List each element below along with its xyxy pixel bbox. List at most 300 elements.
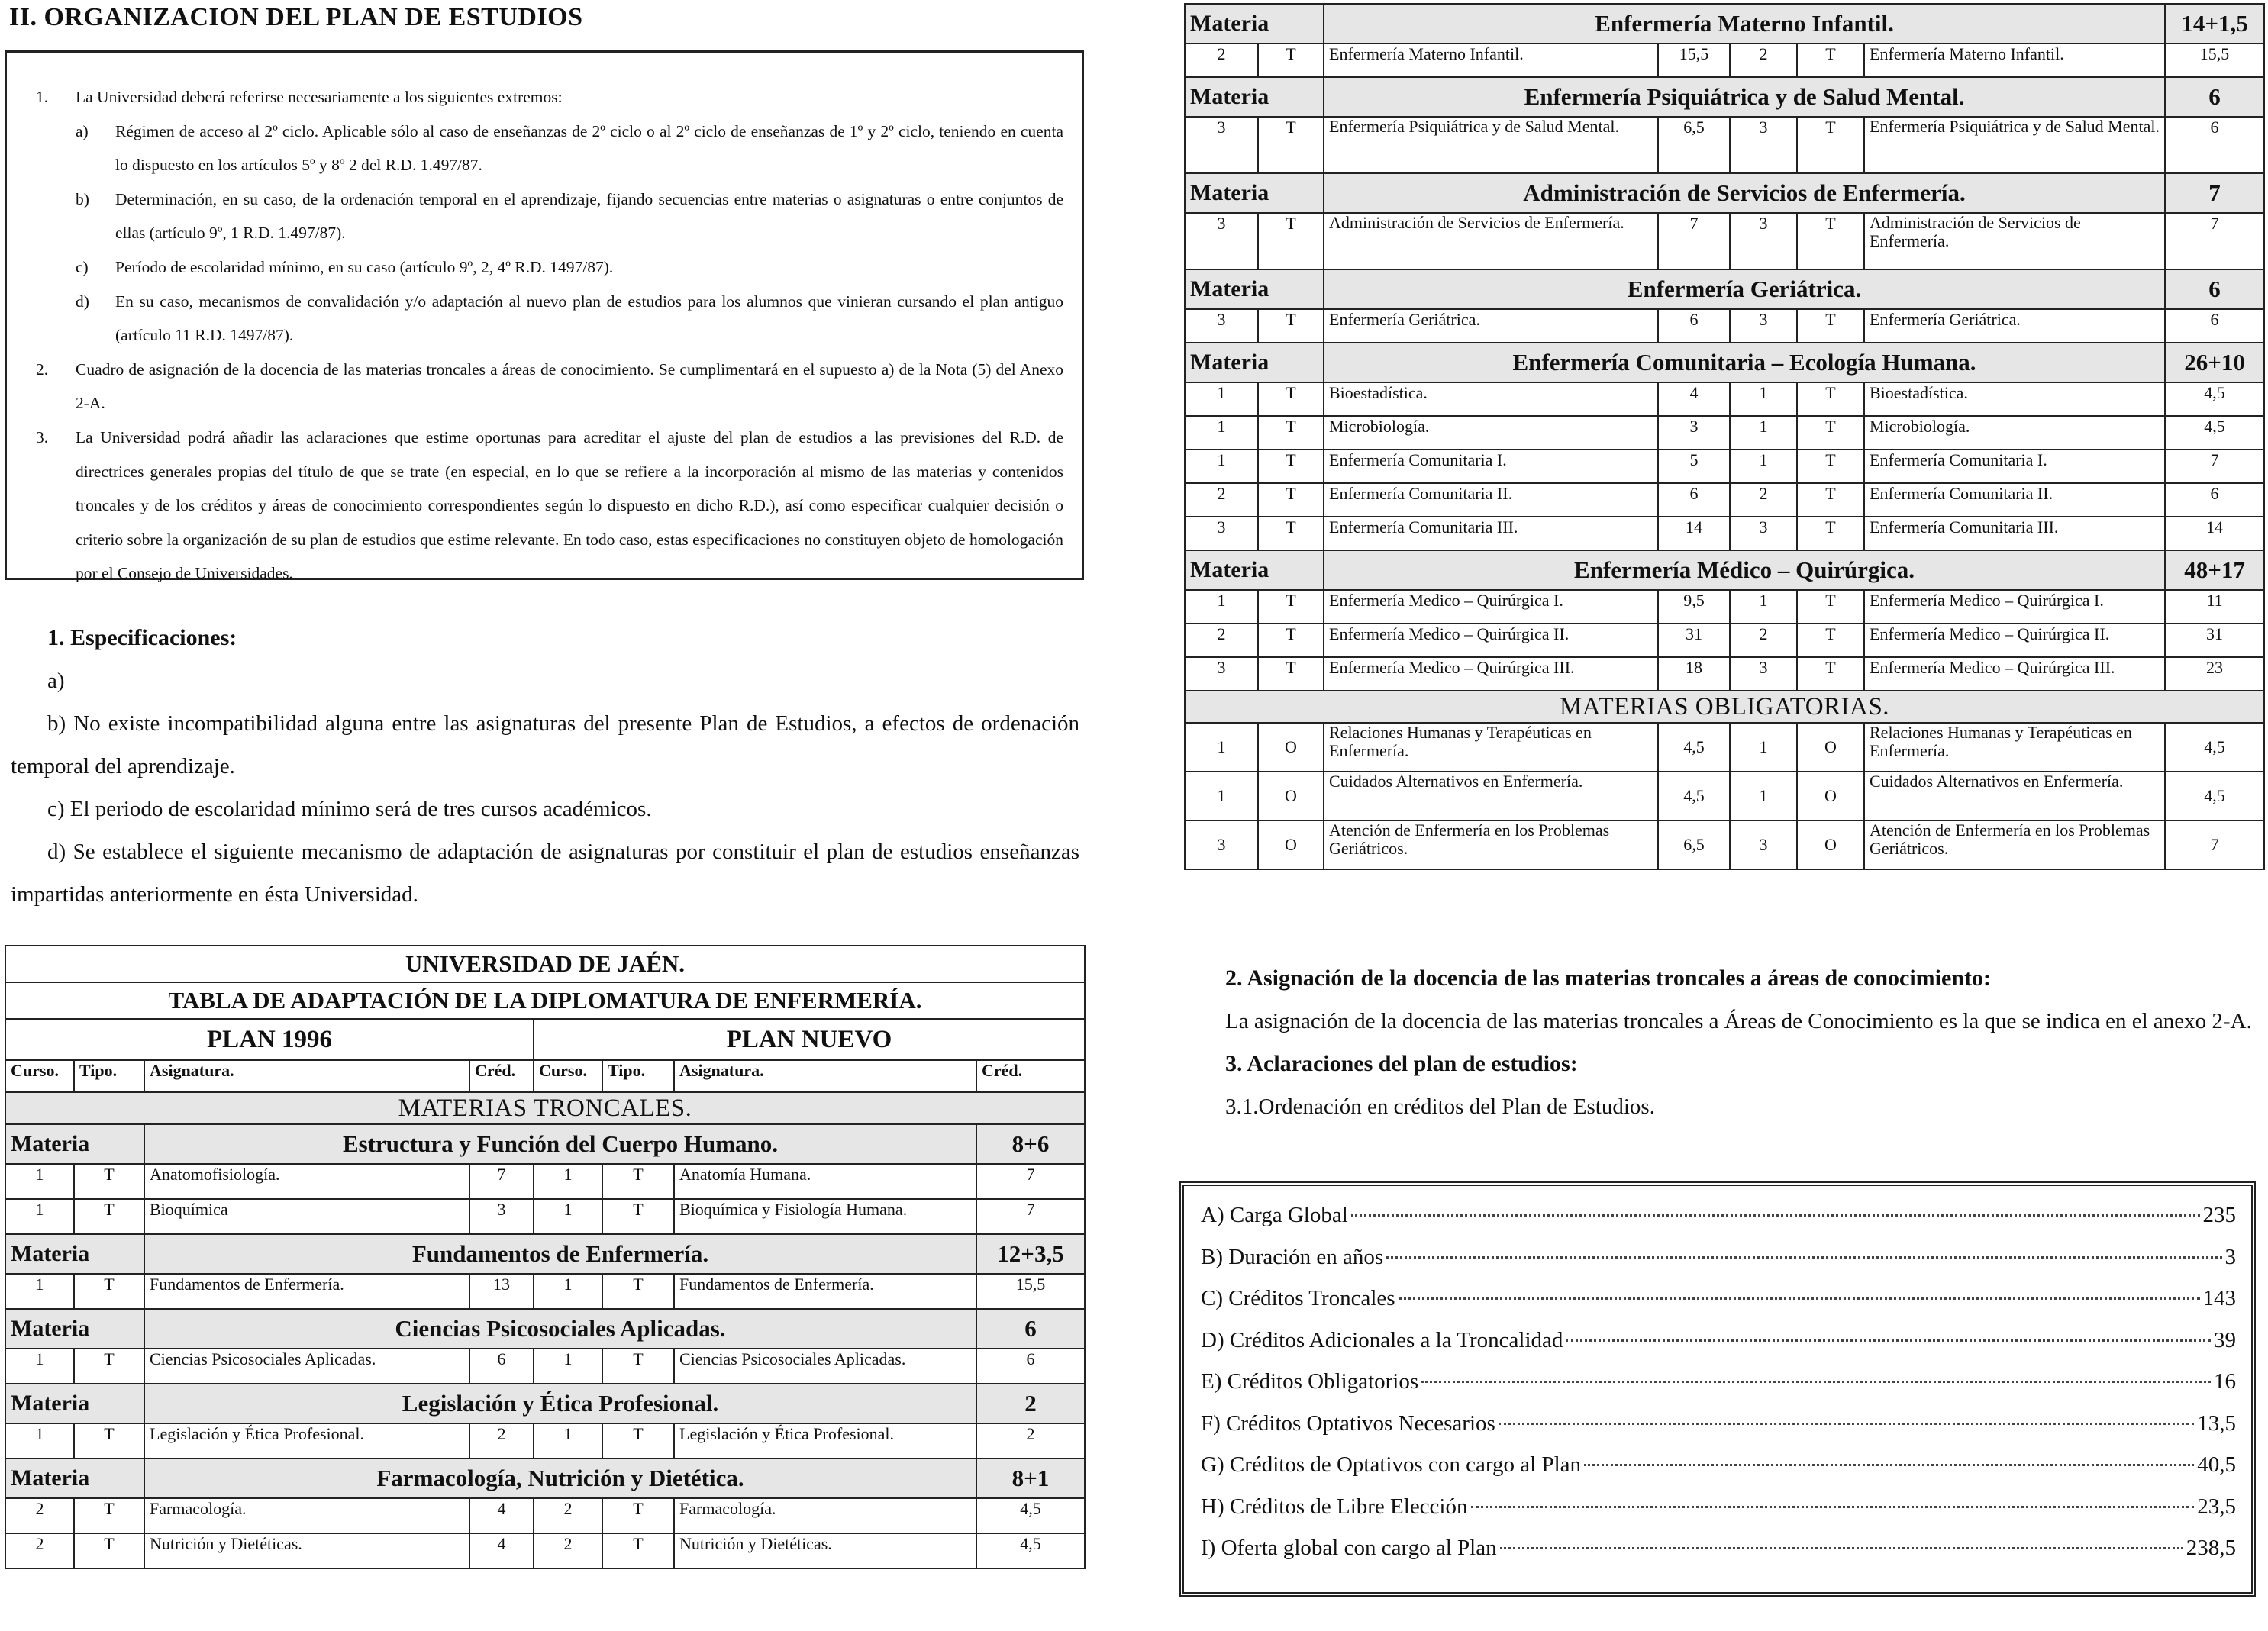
summary-label: D) Créditos Adicionales a la Troncalidad <box>1201 1327 1563 1352</box>
asignacion-section <box>1225 957 2263 1128</box>
table-cell: T <box>1797 117 1864 173</box>
table-row <box>1185 624 2264 657</box>
spec-a: a) <box>47 669 65 693</box>
table-cell: Nutrición y Dietéticas. <box>144 1533 469 1568</box>
table-cell: 1 <box>1730 772 1797 820</box>
table-cell: 3 <box>1658 416 1730 450</box>
table-cell: 1 <box>1185 590 1258 624</box>
column-header: Curso. <box>5 1060 74 1092</box>
table-cell: 15,5 <box>1658 44 1730 77</box>
table-cell: Bioquímica y Fisiología Humana. <box>674 1199 976 1234</box>
table-cell: 23 <box>2165 657 2264 691</box>
materia-credits: 12+3,5 <box>976 1234 1085 1274</box>
table-cell: 2 <box>1185 624 1258 657</box>
table-cell: T <box>74 1349 144 1384</box>
table-row <box>1185 382 2264 416</box>
table-cell: Cuidados Alternativos en Enfermería. <box>1864 772 2165 820</box>
summary-row <box>1201 1245 2236 1287</box>
table-cell: O <box>1797 820 1864 869</box>
table-cell: 31 <box>1658 624 1730 657</box>
table-row <box>1185 820 2264 869</box>
table-cell: 4,5 <box>2165 772 2264 820</box>
materia-name: Enfermería Geriátrica. <box>1324 269 2165 309</box>
table-cell: T <box>1797 590 1864 624</box>
table-cell: Administración de Servicios de Enfermería. <box>1864 213 2165 269</box>
dot-leader <box>1399 1297 2200 1300</box>
table-cell: 11 <box>2165 590 2264 624</box>
materia-name: Enfermería Materno Infantil. <box>1324 4 2165 44</box>
table-cell: 2 <box>5 1498 74 1533</box>
table-cell: 4,5 <box>1658 772 1730 820</box>
table-cell: 7 <box>976 1164 1085 1199</box>
note-text: Régimen de acceso al 2º ciclo. Aplicable sólo al caso de enseñanzas de 2º ciclo o al 2º ciclo de enseñanzas de 1º y 2º ciclo, teniendo en cuenta lo dispuesto en los artículos 5º y 8º 2 del R.D. 1.497/87. <box>115 121 1063 175</box>
note-number: 3. <box>36 427 49 446</box>
ordenacion-subheading: 3.1.Ordenación en créditos del Plan de Estudios. <box>1225 1094 1655 1119</box>
spec-d: d) Se establece el siguiente mecanismo de adaptación de asignaturas por constituir el plan de estudios enseñanzas impartidas anteriormente en ésta Universidad. <box>11 840 1079 907</box>
table-cell: T <box>602 1274 674 1309</box>
note-text: La Universidad deberá referirse necesariamente a los siguientes extremos: <box>76 88 563 106</box>
table-cell: 4,5 <box>976 1498 1085 1533</box>
table-cell: Enfermería Comunitaria I. <box>1324 450 1658 483</box>
table-cell: T <box>1797 624 1864 657</box>
materia-credits: 26+10 <box>2165 343 2264 382</box>
materia-label: Materia <box>5 1309 144 1349</box>
summary-label: F) Créditos Optativos Necesarios <box>1201 1410 1495 1436</box>
note-item <box>36 421 1063 591</box>
column-header: Créd. <box>976 1060 1085 1092</box>
table-cell: 2 <box>1185 483 1258 517</box>
materia-credits: 6 <box>976 1309 1085 1349</box>
table-cell: T <box>1258 590 1324 624</box>
table-cell: 2 <box>1730 44 1797 77</box>
table-row <box>1185 416 2264 450</box>
materia-row <box>5 1234 1085 1274</box>
table-cell: T <box>74 1274 144 1309</box>
table-cell: T <box>1797 517 1864 550</box>
table-cell: Anatomía Humana. <box>674 1164 976 1199</box>
table-cell: Enfermería Comunitaria III. <box>1324 517 1658 550</box>
table-cell: 1 <box>1185 772 1258 820</box>
table-cell: 3 <box>1185 309 1258 343</box>
credits-summary-box <box>1179 1181 2256 1597</box>
table-cell: Ciencias Psicosociales Aplicadas. <box>674 1349 976 1384</box>
summary-label: B) Duración en años <box>1201 1244 1384 1269</box>
materia-row <box>5 1384 1085 1423</box>
troncales-label: MATERIAS TRONCALES. <box>5 1092 1085 1124</box>
table-cell: T <box>1258 44 1324 77</box>
table-cell: T <box>602 1199 674 1234</box>
summary-value: 39 <box>2214 1327 2236 1352</box>
summary-row <box>1201 1536 2236 1578</box>
note-item <box>36 114 1063 182</box>
materia-name: Enfermería Comunitaria – Ecología Humana. <box>1324 343 2165 382</box>
table-row <box>1185 309 2264 343</box>
table-cell: 4,5 <box>2165 416 2264 450</box>
dot-leader <box>1584 1464 2194 1466</box>
summary-label: H) Créditos de Libre Elección <box>1201 1494 1468 1519</box>
dot-leader <box>1386 1256 2221 1259</box>
obligatorias-label: MATERIAS OBLIGATORIAS. <box>1185 691 2264 723</box>
table-cell: 1 <box>1730 450 1797 483</box>
table-cell: Enfermería Medico – Quirúrgica III. <box>1324 657 1658 691</box>
summary-row <box>1201 1494 2236 1536</box>
column-header: Curso. <box>534 1060 602 1092</box>
materia-row <box>1185 269 2264 309</box>
table-cell: 6 <box>2165 309 2264 343</box>
summary-row <box>1201 1203 2236 1245</box>
table-cell: 14 <box>2165 517 2264 550</box>
materia-credits: 48+17 <box>2165 550 2264 590</box>
materia-label: Materia <box>1185 4 1324 44</box>
plan-old-header: PLAN 1996 <box>5 1019 534 1060</box>
table-cell: Enfermería Comunitaria III. <box>1864 517 2165 550</box>
table-row <box>1185 483 2264 517</box>
materia-label: Materia <box>1185 173 1324 213</box>
materia-label: Materia <box>1185 343 1324 382</box>
summary-value: 13,5 <box>2197 1410 2236 1436</box>
table-cell: 3 <box>1185 517 1258 550</box>
table-row <box>5 1498 1085 1533</box>
table-cell: 3 <box>1730 117 1797 173</box>
materia-row <box>5 1459 1085 1498</box>
table-cell: 3 <box>1185 117 1258 173</box>
table-cell: 1 <box>1185 382 1258 416</box>
dot-leader <box>1500 1547 2183 1549</box>
table-cell: 2 <box>534 1533 602 1568</box>
table-cell: 1 <box>534 1423 602 1459</box>
table-cell: O <box>1797 772 1864 820</box>
table-cell: Relaciones Humanas y Terapéuticas en Enfermería. <box>1324 723 1658 772</box>
table-row <box>5 1533 1085 1568</box>
materia-name: Farmacología, Nutrición y Dietética. <box>144 1459 976 1498</box>
table-cell: O <box>1258 723 1324 772</box>
university-name: UNIVERSIDAD DE JAÉN. <box>5 946 1085 982</box>
table-cell: 31 <box>2165 624 2264 657</box>
spec-c: c) El periodo de escolaridad mínimo será de tres cursos académicos. <box>47 797 652 821</box>
summary-row <box>1201 1411 2236 1453</box>
summary-value: 235 <box>2202 1203 2236 1227</box>
table-cell: 4 <box>1658 382 1730 416</box>
table-cell: Ciencias Psicosociales Aplicadas. <box>144 1349 469 1384</box>
materia-row <box>1185 343 2264 382</box>
table-cell: 1 <box>1185 723 1258 772</box>
table-cell: T <box>1258 117 1324 173</box>
dot-leader <box>1499 1423 2194 1425</box>
materia-row <box>1185 4 2264 44</box>
table-cell: O <box>1258 820 1324 869</box>
note-item <box>36 182 1063 250</box>
table-cell: Bioquímica <box>144 1199 469 1234</box>
table-cell: 1 <box>1730 416 1797 450</box>
table-cell: Enfermería Comunitaria I. <box>1864 450 2165 483</box>
column-header: Tipo. <box>602 1060 674 1092</box>
table-row <box>1185 213 2264 269</box>
summary-row <box>1201 1286 2236 1328</box>
table-cell: 18 <box>1658 657 1730 691</box>
table-cell: Enfermería Comunitaria II. <box>1864 483 2165 517</box>
summary-value: 143 <box>2202 1286 2236 1310</box>
column-header: Asignatura. <box>674 1060 976 1092</box>
table-cell: 15,5 <box>976 1274 1085 1309</box>
summary-row <box>1201 1328 2236 1370</box>
table-cell: Enfermería Medico – Quirúrgica III. <box>1864 657 2165 691</box>
table-cell: Enfermería Medico – Quirúrgica II. <box>1324 624 1658 657</box>
table-cell: 4,5 <box>1658 723 1730 772</box>
materia-credits: 8+6 <box>976 1124 1085 1164</box>
summary-label: G) Créditos de Optativos con cargo al Plan <box>1201 1452 1581 1477</box>
table-cell: T <box>1797 450 1864 483</box>
table-cell: T <box>602 1349 674 1384</box>
note-text: Período de escolaridad mínimo, en su caso (artículo 9º, 2, 4º R.D. 1497/87). <box>115 257 614 276</box>
column-header: Créd. <box>469 1060 534 1092</box>
table-cell: T <box>1258 483 1324 517</box>
adaptation-table <box>5 945 1086 1569</box>
table-row <box>1185 517 2264 550</box>
table-cell: T <box>1258 309 1324 343</box>
table-cell: 6 <box>469 1349 534 1384</box>
table-cell: 1 <box>534 1199 602 1234</box>
table-cell: T <box>1797 416 1864 450</box>
plan-new-header: PLAN NUEVO <box>534 1019 1085 1060</box>
materia-name: Estructura y Función del Cuerpo Humano. <box>144 1124 976 1164</box>
note-text: Determinación, en su caso, de la ordenación temporal en el aprendizaje, fijando secuencias entre materias o asignaturas o entre conjuntos de ellas (artículo 9º, 1 R.D. 1.497/87). <box>115 189 1063 243</box>
table-cell: Anatomofisiología. <box>144 1164 469 1199</box>
note-number: c) <box>76 257 89 276</box>
table-cell: 14 <box>1658 517 1730 550</box>
table-cell: 9,5 <box>1658 590 1730 624</box>
column-header: Asignatura. <box>144 1060 469 1092</box>
materia-name: Ciencias Psicosociales Aplicadas. <box>144 1309 976 1349</box>
table-cell: T <box>1797 382 1864 416</box>
table-cell: 1 <box>534 1274 602 1309</box>
table-cell: 7 <box>469 1164 534 1199</box>
table-cell: Enfermería Comunitaria II. <box>1324 483 1658 517</box>
note-text: Cuadro de asignación de la docencia de las materias troncales a áreas de conocimiento. Se cumplimentará en el supuesto a) de la Nota (5) del Anexo 2-A. <box>76 359 1063 413</box>
specifications <box>11 617 1079 916</box>
table-cell: 3 <box>469 1199 534 1234</box>
section-title: II. ORGANIZACION DEL PLAN DE ESTUDIOS <box>9 3 583 31</box>
materia-credits: 6 <box>2165 77 2264 117</box>
table-cell: 15,5 <box>2165 44 2264 77</box>
table-cell: 3 <box>1185 657 1258 691</box>
table-cell: 4,5 <box>2165 382 2264 416</box>
materia-credits: 7 <box>2165 173 2264 213</box>
table-cell: 1 <box>5 1164 74 1199</box>
table-cell: 3 <box>1730 517 1797 550</box>
table-cell: Nutrición y Dietéticas. <box>674 1533 976 1568</box>
table-cell: Fundamentos de Enfermería. <box>144 1274 469 1309</box>
table-cell: 1 <box>534 1164 602 1199</box>
table-cell: T <box>1258 382 1324 416</box>
table-cell: T <box>1258 213 1324 269</box>
table-row <box>1185 450 2264 483</box>
materia-label: Materia <box>1185 269 1324 309</box>
table-cell: Microbiología. <box>1324 416 1658 450</box>
table-cell: T <box>74 1164 144 1199</box>
table-row <box>1185 657 2264 691</box>
table-cell: 7 <box>2165 213 2264 269</box>
table-cell: T <box>1797 483 1864 517</box>
summary-value: 23,5 <box>2197 1494 2236 1519</box>
table-cell: Administración de Servicios de Enfermería. <box>1324 213 1658 269</box>
summary-value: 40,5 <box>2197 1452 2236 1477</box>
table-cell: Microbiología. <box>1864 416 2165 450</box>
materia-credits: 2 <box>976 1384 1085 1423</box>
materia-row <box>1185 550 2264 590</box>
table-cell: 13 <box>469 1274 534 1309</box>
table-cell: Bioestadística. <box>1864 382 2165 416</box>
table-cell: T <box>602 1498 674 1533</box>
table-cell: 3 <box>1185 820 1258 869</box>
table-cell: T <box>1797 309 1864 343</box>
table-cell: 1 <box>1185 450 1258 483</box>
materia-label: Materia <box>1185 77 1324 117</box>
asignacion-text: La asignación de la docencia de las materias troncales a Áreas de Conocimiento es la que se indica en el anexo 2-A. <box>1225 1009 2252 1033</box>
materia-credits: 8+1 <box>976 1459 1085 1498</box>
table-row <box>5 1274 1085 1309</box>
table-cell: 1 <box>1185 416 1258 450</box>
table-cell: 4,5 <box>976 1533 1085 1568</box>
table-cell: 1 <box>534 1349 602 1384</box>
table-cell: 6 <box>2165 117 2264 173</box>
materia-row <box>1185 173 2264 213</box>
table-cell: Farmacología. <box>144 1498 469 1533</box>
table-cell: T <box>74 1423 144 1459</box>
table-cell: O <box>1258 772 1324 820</box>
table-cell: Enfermería Medico – Quirúrgica I. <box>1324 590 1658 624</box>
table-cell: Enfermería Geriátrica. <box>1324 309 1658 343</box>
materia-name: Fundamentos de Enfermería. <box>144 1234 976 1274</box>
materia-credits: 14+1,5 <box>2165 4 2264 44</box>
table-cell: 1 <box>5 1349 74 1384</box>
note-text: En su caso, mecanismos de convalidación y/o adaptación al nuevo plan de estudios para los alumnos que vinieran cursando el plan antiguo (artículo 11 R.D. 1497/87). <box>115 292 1063 345</box>
materia-row <box>5 1124 1085 1164</box>
summary-row <box>1201 1452 2236 1494</box>
table-cell: 3 <box>1730 657 1797 691</box>
table-cell: 3 <box>1185 213 1258 269</box>
table-cell: T <box>1797 657 1864 691</box>
table-cell: 1 <box>5 1274 74 1309</box>
table-row <box>1185 117 2264 173</box>
table-cell: 3 <box>1730 820 1797 869</box>
table-cell: T <box>1258 416 1324 450</box>
note-number: 2. <box>36 359 49 379</box>
table-cell: Enfermería Materno Infantil. <box>1324 44 1658 77</box>
table-cell: T <box>1797 213 1864 269</box>
table-row <box>1185 44 2264 77</box>
summary-label: A) Carga Global <box>1201 1203 1348 1227</box>
materia-name: Administración de Servicios de Enfermería. <box>1324 173 2165 213</box>
table-cell: 1 <box>1730 382 1797 416</box>
table-cell: 5 <box>1658 450 1730 483</box>
table-cell: T <box>602 1423 674 1459</box>
note-number: 1. <box>36 88 49 106</box>
table-cell: T <box>1258 450 1324 483</box>
note-number: a) <box>76 121 89 140</box>
asignacion-heading: 2. Asignación de la docencia de las materias troncales a áreas de conocimiento: <box>1225 965 1991 991</box>
table-cell: Enfermería Geriátrica. <box>1864 309 2165 343</box>
spec-b: b) No existe incompatibilidad alguna entre las asignaturas del presente Plan de Estudios, a efectos de ordenación temporal del aprendizaje. <box>11 711 1079 778</box>
summary-value: 3 <box>2224 1244 2236 1269</box>
table-cell: Enfermería Psiquiátrica y de Salud Mental. <box>1864 117 2165 173</box>
table-cell: 3 <box>1730 309 1797 343</box>
table-cell: 6,5 <box>1658 117 1730 173</box>
table-cell: 7 <box>2165 820 2264 869</box>
table-cell: 2 <box>1730 483 1797 517</box>
table-cell: 6 <box>1658 309 1730 343</box>
materia-label: Materia <box>1185 550 1324 590</box>
table-cell: T <box>1258 624 1324 657</box>
materia-label: Materia <box>5 1384 144 1423</box>
note-number: b) <box>76 189 89 208</box>
table-cell: 4 <box>469 1533 534 1568</box>
table-cell: Atención de Enfermería en los Problemas Geriátricos. <box>1324 820 1658 869</box>
adaptation-table-title: TABLA DE ADAPTACIÓN DE LA DIPLOMATURA DE ENFERMERÍA. <box>5 982 1085 1019</box>
summary-row <box>1201 1369 2236 1411</box>
table-cell: Enfermería Medico – Quirúrgica II. <box>1864 624 2165 657</box>
materia-label: Materia <box>5 1234 144 1274</box>
table-cell: 6 <box>2165 483 2264 517</box>
materia-name: Enfermería Médico – Quirúrgica. <box>1324 550 2165 590</box>
table-cell: Legislación y Ética Profesional. <box>144 1423 469 1459</box>
table-cell: 6 <box>976 1349 1085 1384</box>
table-cell: Relaciones Humanas y Terapéuticas en Enfermería. <box>1864 723 2165 772</box>
table-cell: Fundamentos de Enfermería. <box>674 1274 976 1309</box>
table-cell: Legislación y Ética Profesional. <box>674 1423 976 1459</box>
materia-row <box>1185 77 2264 117</box>
table-cell: O <box>1797 723 1864 772</box>
table-cell: 2 <box>976 1423 1085 1459</box>
table-cell: T <box>602 1533 674 1568</box>
table-cell: Farmacología. <box>674 1498 976 1533</box>
aclaraciones-heading: 3. Aclaraciones del plan de estudios: <box>1225 1051 1578 1076</box>
table-cell: T <box>602 1164 674 1199</box>
note-text: La Universidad podrá añadir las aclaraciones que estime oportunas para acreditar el ajuste del plan de estudios a las previsiones del R.D. de directrices generales propias del título de que se trate (en especial, en lo que se refiere a la incorporación al mismo de las materias y contenidos troncales y de los créditos y áreas de conocimiento correspondientes según lo dispuesto en dicho R.D.), así como especificar cualquier decisión o criterio sobre la organización de su plan de estudios que estime relevante. En todo caso, estas especificaciones no constituyen objeto de homologación por el Consejo de Universidades. <box>76 427 1063 583</box>
dot-leader <box>1471 1506 2195 1508</box>
table-cell: 2 <box>469 1423 534 1459</box>
table-row <box>1185 723 2264 772</box>
table-cell: 3 <box>1730 213 1797 269</box>
table-cell: 2 <box>1730 624 1797 657</box>
table-cell: Atención de Enfermería en los Problemas Geriátricos. <box>1864 820 2165 869</box>
table-row <box>5 1164 1085 1199</box>
table-cell: T <box>74 1498 144 1533</box>
table-cell: T <box>74 1199 144 1234</box>
table-cell: Enfermería Psiquiátrica y de Salud Mental. <box>1324 117 1658 173</box>
obligatorias-row <box>1185 691 2264 723</box>
table-cell: 2 <box>1185 44 1258 77</box>
table-cell: T <box>1797 44 1864 77</box>
adaptation-table-continued <box>1184 3 2265 870</box>
table-cell: Enfermería Materno Infantil. <box>1864 44 2165 77</box>
table-cell: 1 <box>5 1423 74 1459</box>
summary-label: C) Créditos Troncales <box>1201 1286 1395 1310</box>
materia-credits: 6 <box>2165 269 2264 309</box>
note-item <box>36 285 1063 353</box>
note-number: d) <box>76 292 89 311</box>
note-item <box>36 80 1063 114</box>
table-cell: 6,5 <box>1658 820 1730 869</box>
materia-name: Enfermería Psiquiátrica y de Salud Mental. <box>1324 77 2165 117</box>
table-cell: Cuidados Alternativos en Enfermería. <box>1324 772 1658 820</box>
summary-label: E) Créditos Obligatorios <box>1201 1369 1419 1394</box>
table-cell: 2 <box>534 1498 602 1533</box>
summary-label: I) Oferta global con cargo al Plan <box>1201 1536 1497 1560</box>
table-cell: Enfermería Medico – Quirúrgica I. <box>1864 590 2165 624</box>
materia-label: Materia <box>5 1124 144 1164</box>
table-cell: 2 <box>5 1533 74 1568</box>
table-cell: 7 <box>976 1199 1085 1234</box>
